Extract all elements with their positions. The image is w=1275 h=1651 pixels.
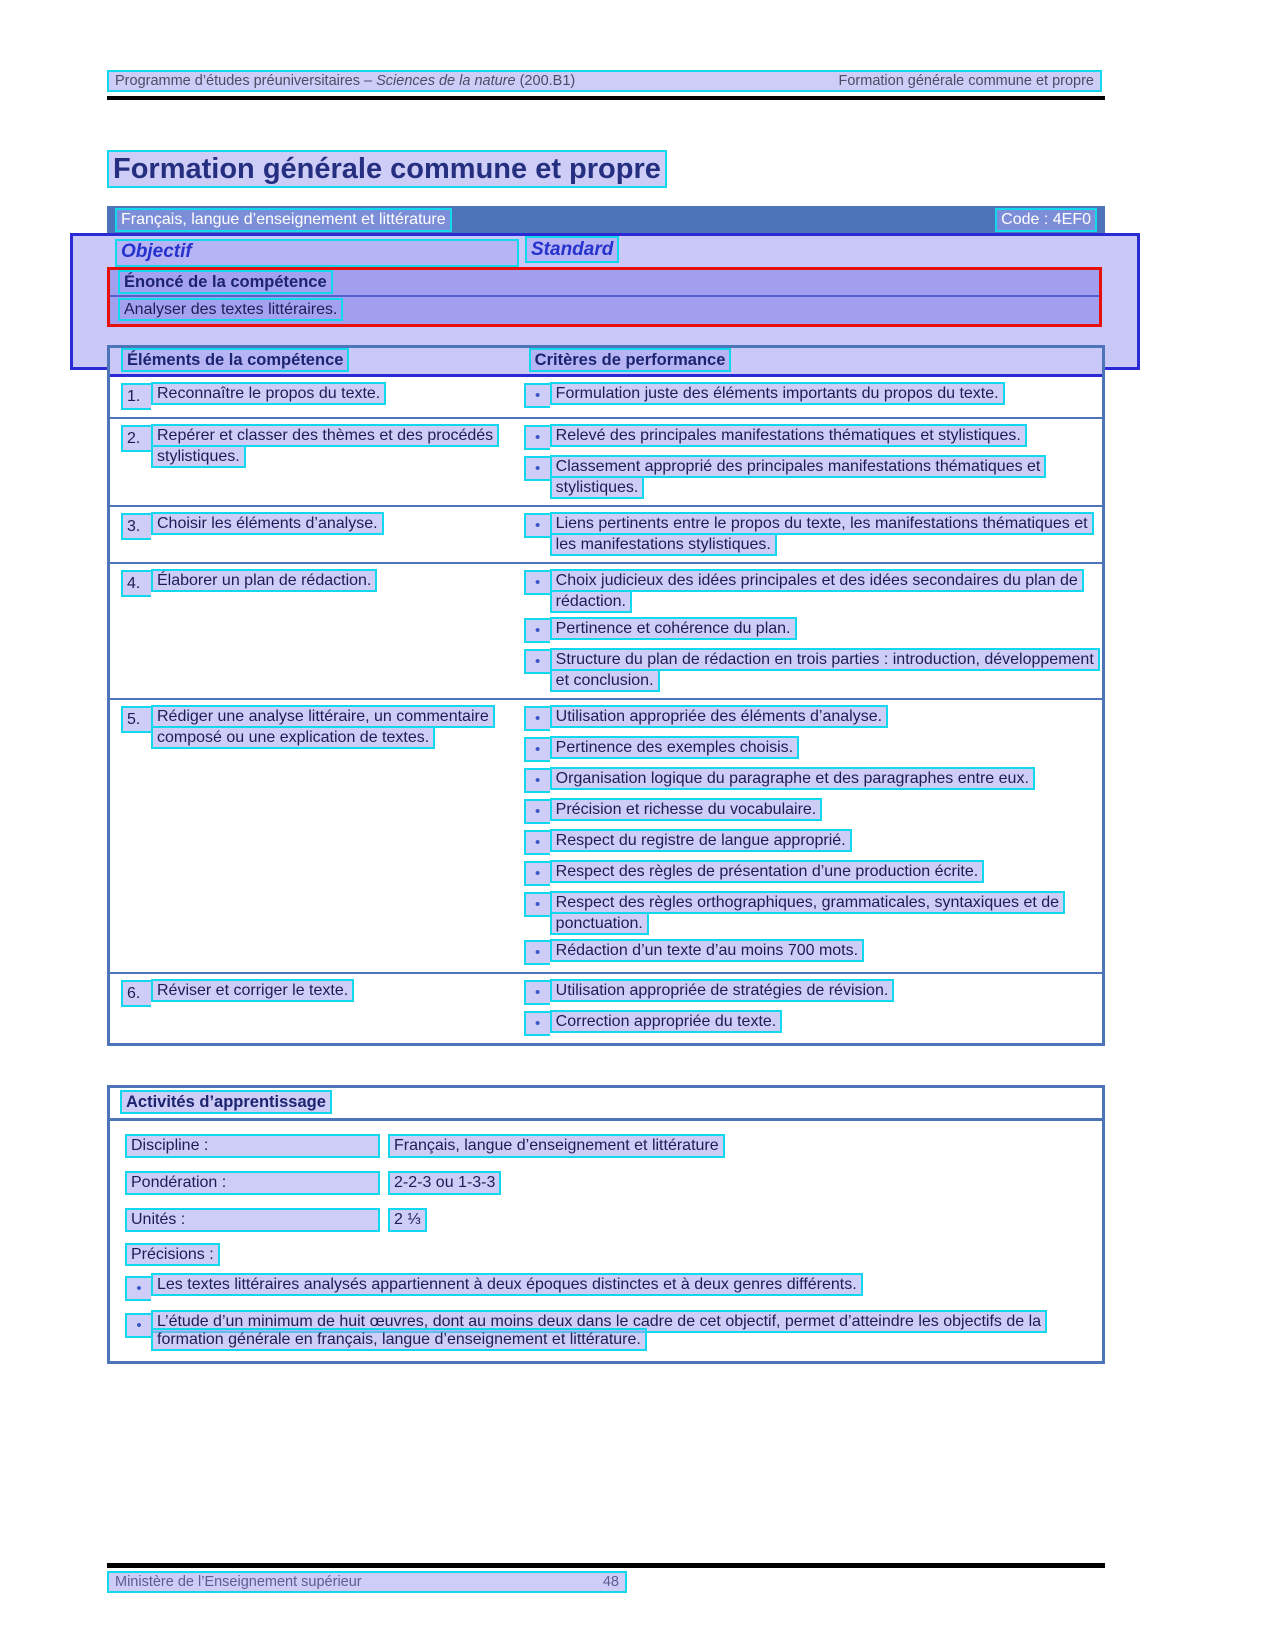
enonce-heading xyxy=(110,270,1099,297)
criterion-text: Relevé des principales manifestations thématiques et stylistiques. xyxy=(550,424,1027,447)
activites-apprentissage-box xyxy=(107,1085,1105,1364)
criterion-item xyxy=(522,980,1096,1005)
row-number: 6. xyxy=(121,980,151,1007)
criteria-cell xyxy=(522,383,1102,410)
criterion-item xyxy=(522,799,1096,824)
precisions-label xyxy=(125,1246,1102,1264)
criterion-text: Rédaction d’un texte d’au moins 700 mots. xyxy=(550,939,864,962)
criterion-item xyxy=(522,940,1096,965)
competence-table xyxy=(107,345,1105,1046)
element-text: Reconnaître le propos du texte. xyxy=(151,382,386,405)
page-title xyxy=(107,153,667,186)
row-number: 2. xyxy=(121,425,151,452)
col-header-criteres-text: Critères de performance xyxy=(529,348,732,372)
element-text-wrap xyxy=(151,513,384,534)
criterion-text-wrap xyxy=(550,706,888,727)
bullet-icon: • xyxy=(524,799,550,824)
field-label-text: Discipline : xyxy=(125,1134,380,1158)
criterion-item xyxy=(522,618,1096,643)
enonce-competence-box xyxy=(107,267,1102,327)
bullet-icon: • xyxy=(524,737,550,762)
activities-heading-text: Activités d’apprentissage xyxy=(120,1090,332,1114)
element-text: Repérer et classer des thèmes et des procédés stylistiques. xyxy=(151,424,499,468)
table-body xyxy=(110,377,1102,1043)
bullet-icon: • xyxy=(524,830,550,855)
footer-ministry: Ministère de l’Enseignement supérieur xyxy=(115,1574,362,1590)
bullet-icon: • xyxy=(524,980,550,1005)
criterion-item xyxy=(522,768,1096,793)
header-left-program: Sciences de la nature xyxy=(376,73,516,89)
criterion-item xyxy=(522,861,1096,886)
element-text: Rédiger une analyse littéraire, un commentaire composé ou une explication de textes. xyxy=(151,705,495,749)
bullet-icon: • xyxy=(524,940,550,965)
criterion-text: Formulation juste des éléments importants du propos du texte. xyxy=(550,382,1005,405)
course-title: Français, langue d’enseignement et littérature xyxy=(115,208,452,232)
criterion-text: Utilisation appropriée de stratégies de révision. xyxy=(550,979,895,1002)
page-title-text: Formation générale commune et propre xyxy=(107,150,667,188)
bullet-icon: • xyxy=(524,892,550,917)
bullet-icon: • xyxy=(524,618,550,643)
row-number: 1. xyxy=(121,383,151,410)
criterion-text-wrap xyxy=(550,383,1005,404)
criteria-cell xyxy=(522,513,1102,555)
criteria-cell xyxy=(522,980,1102,1036)
criterion-text-wrap xyxy=(550,980,895,1001)
bullet-icon: • xyxy=(524,425,550,450)
criterion-text-wrap xyxy=(550,425,1027,446)
element-cell xyxy=(110,383,522,410)
element-cell xyxy=(110,570,522,691)
field-value: 2 ⅓ xyxy=(388,1208,427,1232)
header-rule xyxy=(107,96,1105,100)
table-row xyxy=(110,419,1102,507)
criterion-text-wrap xyxy=(550,649,1095,691)
criterion-text: Classement approprié des principales manifestations thématiques et stylistiques. xyxy=(550,455,1047,499)
criterion-text-wrap xyxy=(550,830,852,851)
course-code: Code : 4EF0 xyxy=(995,208,1097,232)
page-footer xyxy=(107,1571,627,1593)
criterion-text-wrap xyxy=(550,513,1095,555)
bullet-icon: • xyxy=(524,383,550,408)
field-label xyxy=(125,1208,388,1232)
page-header xyxy=(107,70,1102,92)
criterion-text-wrap xyxy=(550,799,823,820)
field-label-text: Pondération : xyxy=(125,1171,380,1195)
bullet-icon: • xyxy=(524,706,550,731)
bullet-icon: • xyxy=(524,861,550,886)
footer-page-number: 48 xyxy=(602,1574,619,1590)
criterion-item xyxy=(522,830,1096,855)
criterion-item xyxy=(522,456,1096,498)
criterion-item xyxy=(522,513,1096,555)
bullet-icon: • xyxy=(524,649,550,674)
field-value: 2-2-3 ou 1-3-3 xyxy=(388,1171,501,1195)
criterion-text: Structure du plan de rédaction en trois parties : introduction, développement et conclusion. xyxy=(550,648,1100,692)
field-label xyxy=(125,1134,388,1158)
criterion-item xyxy=(522,706,1096,731)
activity-field xyxy=(125,1134,1102,1158)
criterion-item xyxy=(522,892,1096,934)
criterion-text: Respect des règles de présentation d’une production écrite. xyxy=(550,860,984,883)
criterion-item xyxy=(522,570,1096,612)
activity-field xyxy=(125,1208,1102,1232)
header-right: Formation générale commune et propre xyxy=(838,73,1094,89)
table-row xyxy=(110,377,1102,419)
criterion-text-wrap xyxy=(550,618,797,639)
bullet-icon: • xyxy=(524,570,550,595)
criterion-text: Liens pertinents entre le propos du texte, les manifestations thématiques et les manifestations stylistiques. xyxy=(550,512,1094,556)
criterion-text: Précision et richesse du vocabulaire. xyxy=(550,798,823,821)
element-cell xyxy=(110,425,522,498)
standard-label-text: Standard xyxy=(525,236,619,263)
col-header-criteres xyxy=(522,351,1102,370)
element-text-wrap xyxy=(151,706,501,748)
criterion-text-wrap xyxy=(550,570,1095,612)
header-left-prefix: Programme d’études préuniversitaires – xyxy=(115,73,377,89)
criterion-text: Correction appropriée du texte. xyxy=(550,1010,783,1033)
precision-text-wrap xyxy=(151,1313,1071,1349)
standard-label xyxy=(525,239,619,261)
activities-heading xyxy=(110,1088,1102,1121)
enonce-heading-text: Énoncé de la compétence xyxy=(118,270,333,294)
row-number: 5. xyxy=(121,706,151,733)
field-label-text: Unités : xyxy=(125,1208,380,1232)
objectif-label: Objectif xyxy=(115,239,519,267)
precisions-list xyxy=(110,1276,1102,1349)
criterion-text-wrap xyxy=(550,892,1095,934)
enonce-body xyxy=(110,297,1099,323)
table-row xyxy=(110,507,1102,564)
element-text-wrap xyxy=(151,383,386,404)
element-text: Élaborer un plan de rédaction. xyxy=(151,569,377,592)
precision-item xyxy=(125,1276,1102,1301)
row-number: 3. xyxy=(121,513,151,540)
criterion-text: Respect du registre de langue approprié. xyxy=(550,829,852,852)
criterion-item xyxy=(522,1011,1096,1036)
footer-rule xyxy=(107,1563,1105,1568)
element-text: Choisir les éléments d’analyse. xyxy=(151,512,384,535)
precision-item xyxy=(125,1313,1102,1349)
criterion-text-wrap xyxy=(550,456,1095,498)
criterion-text-wrap xyxy=(550,1011,783,1032)
criterion-text: Pertinence et cohérence du plan. xyxy=(550,617,797,640)
criterion-item xyxy=(522,383,1096,408)
col-header-elements xyxy=(110,351,522,370)
criterion-text: Organisation logique du paragraphe et des paragraphes entre eux. xyxy=(550,767,1035,790)
criterion-text-wrap xyxy=(550,861,984,882)
field-label xyxy=(125,1171,388,1195)
precision-text-wrap xyxy=(151,1276,863,1294)
activities-fields xyxy=(110,1134,1102,1232)
criterion-text: Pertinence des exemples choisis. xyxy=(550,736,799,759)
table-header-row xyxy=(110,348,1102,377)
row-number: 4. xyxy=(121,570,151,597)
header-left xyxy=(115,73,575,89)
bullet-icon: • xyxy=(524,513,550,538)
criteria-cell xyxy=(522,425,1102,498)
precisions-label-text: Précisions : xyxy=(125,1243,220,1266)
col-header-elements-text: Éléments de la compétence xyxy=(121,348,349,372)
criteria-cell xyxy=(522,706,1102,965)
bullet-icon: • xyxy=(524,1011,550,1036)
element-text: Réviser et corriger le texte. xyxy=(151,979,354,1002)
element-text-wrap xyxy=(151,980,354,1001)
element-cell xyxy=(110,513,522,555)
criterion-text-wrap xyxy=(550,940,864,961)
element-cell xyxy=(110,706,522,965)
table-row xyxy=(110,700,1102,974)
criterion-item xyxy=(522,649,1096,691)
criterion-text-wrap xyxy=(550,737,799,758)
field-value: Français, langue d’enseignement et littérature xyxy=(388,1134,725,1158)
criterion-item xyxy=(522,425,1096,450)
enonce-body-text: Analyser des textes littéraires. xyxy=(118,298,343,321)
table-row xyxy=(110,974,1102,1043)
activity-field xyxy=(125,1171,1102,1195)
element-cell xyxy=(110,980,522,1036)
table-row xyxy=(110,564,1102,700)
criterion-text: Respect des règles orthographiques, grammaticales, syntaxiques et de ponctuation. xyxy=(550,891,1065,935)
bullet-icon: • xyxy=(125,1276,151,1301)
header-left-suffix: (200.B1) xyxy=(515,73,576,89)
course-bar xyxy=(107,206,1105,233)
bullet-icon: • xyxy=(524,456,550,481)
element-text-wrap xyxy=(151,570,377,591)
precision-text: L’étude d’un minimum de huit œuvres, dont au moins deux dans le cadre de cet objectif, permet d’atteindre les objectifs de la formation générale en français, langue d’enseignement et littérature. xyxy=(151,1310,1047,1351)
bullet-icon: • xyxy=(524,768,550,793)
element-text-wrap xyxy=(151,425,501,467)
precision-text: Les textes littéraires analysés appartiennent à deux époques distinctes et à deux genres différents. xyxy=(151,1273,863,1296)
criterion-text-wrap xyxy=(550,768,1035,789)
criterion-item xyxy=(522,737,1096,762)
bullet-icon: • xyxy=(125,1313,151,1338)
criterion-text: Choix judicieux des idées principales et des idées secondaires du plan de rédaction. xyxy=(550,569,1084,613)
criteria-cell xyxy=(522,570,1102,691)
criterion-text: Utilisation appropriée des éléments d’analyse. xyxy=(550,705,888,728)
